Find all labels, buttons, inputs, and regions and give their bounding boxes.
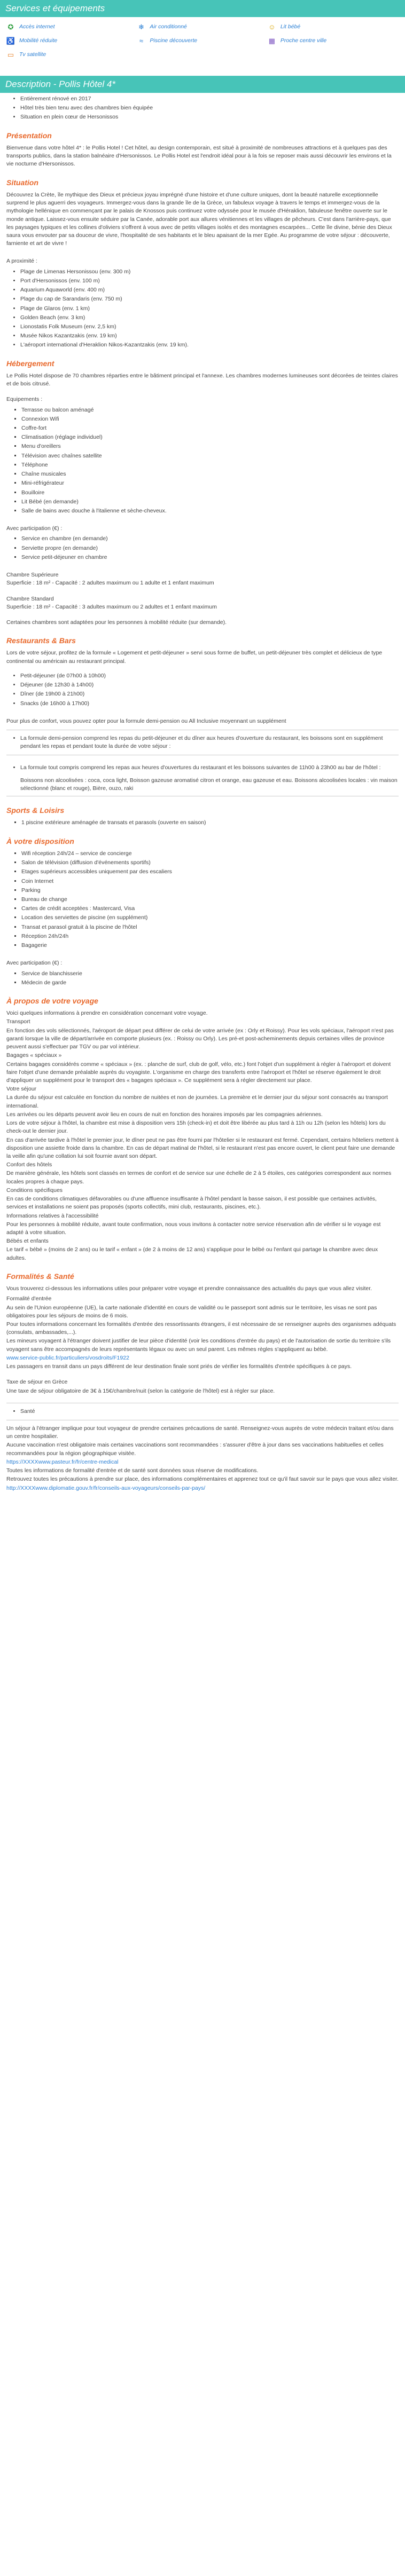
paid-list (6, 970, 399, 987)
formalites-line: Pour toutes informations concernant les formalités d'entrée des ressortissants étrangers, il est nécessaire de se renseigner auprès des organismes adéquats (consulats, ambassades,...). (6, 1321, 396, 1336)
list-item: ▪ Réception 24h/24h (21, 933, 399, 941)
services-title: Services et équipements (0, 0, 405, 17)
formalites-line: Les mineurs voyagent à l'étranger doivent justifier de leur pièce d'identité (voir les conditions d'entrée du pays) et de l'autorisation de sortie du territoire s'ils voyagent sans être accompagnés de leurs représentants légaux ou avec un seul parent. Les mêmes règles s'appliquent au bébé. (6, 1338, 391, 1353)
list-item: • Port d'Hersonissos (env. 100 m) (20, 277, 399, 285)
hebergement-title: Hébergement (6, 359, 54, 368)
list-item: • Lionostatis Folk Museum (env. 2,5 km) (20, 323, 399, 331)
list-item: • Plage de Glaros (env. 1 km) (20, 305, 399, 313)
propos-line: Bagages « spéciaux » (6, 1052, 62, 1059)
sports-list (6, 819, 399, 827)
list-item: • Plage de Limenas Hersonissou (env. 300 m) (20, 268, 399, 276)
tv-icon: ▭ (7, 50, 14, 59)
restaurant-hours (6, 672, 399, 708)
situation-title: Situation (6, 178, 38, 187)
list-item: • Aquarium Aquaworld (env. 400 m) (20, 286, 399, 294)
list-item: ▪ Service en chambre (en demande) (21, 535, 399, 543)
propos-body (6, 1009, 399, 1262)
list-item: ▪ Service petit-déjeuner en chambre (21, 554, 399, 562)
service-item: ≈ Piscine découverte (137, 34, 267, 48)
snowflake-icon: ❄ (138, 22, 144, 31)
comfort-text: Pour plus de confort, vous pouvez opter pour la formule demi-pension ou All Inclusive moyennant un supplément (6, 717, 286, 724)
service-title: À votre disposition (6, 836, 74, 846)
service-list (6, 850, 399, 950)
baby-bed-icon: ☺ (268, 22, 276, 31)
service-item: ▦ Proche centre ville (268, 36, 327, 45)
services-list (0, 17, 405, 64)
list-item: • Plage du cap de Sarandaris (env. 750 m) (20, 295, 399, 303)
pasteur-link[interactable]: https://XXXXwww.pasteur.fr/fr/centre-medical (6, 1458, 119, 1465)
list-item: ▪ Etages supérieurs accessibles uniquement par des escaliers (21, 868, 399, 876)
propos-line: Bébés et enfants (6, 1238, 49, 1245)
list-item: • Déjeuner (de 12h30 à 14h00) (20, 681, 399, 689)
presentation-title: Présentation (6, 131, 52, 140)
hebergement-intro: Le Pollis Hotel dispose de 70 chambres réparties entre le bâtiment principal et l'annexe. Les chambres modernes lumineuses sont décorées de teintes claires et de bois citrusé. (6, 372, 398, 388)
health-body (6, 1425, 399, 1492)
propos-line: Conditions spécifiques (6, 1187, 63, 1194)
propos-line: De manière générale, les hôtels sont classés en termes de confort et de service sur une échelle de 2 à 5 étoiles, ces catégories correspondent aux normes locales propres à chaque pays. (6, 1170, 392, 1185)
diplomatie-link[interactable]: http://XXXXwww.diplomatie.gouv.fr/fr/conseils-aux-voyageurs/conseils-par-pays/ (6, 1484, 206, 1491)
list-item: ▪ Serviette propre (en demande) (21, 544, 399, 552)
service-item: ▭ Tv satellite (7, 50, 46, 59)
proximity-label: A proximité : (6, 258, 37, 265)
list-item: ▪ Salle de bains avec douche à l'italienne et sèche-cheveux. (21, 507, 399, 515)
formalites-title: Formalités & Santé (6, 1271, 74, 1281)
list-item: • La formule tout compris comprend les repas aux heures d'ouvertures du restaurant et les boissons suivantes de 11h00 à 23h00 au bar de l'hôtel : (20, 764, 399, 772)
proximity-list (6, 268, 399, 350)
service-item: ❄ Air conditionné (137, 20, 267, 34)
health-line: Toutes les informations de formalité d'entrée et de santé sont données sous réserve de modifications. (6, 1467, 259, 1474)
formalites-line: Taxe de séjour en Grèce (6, 1379, 68, 1386)
restaurants-title: Restaurants & Bars (6, 636, 76, 645)
room-superior-name: Chambre Supérieure (6, 572, 59, 579)
list-item: ▪ Cartes de crédit acceptées : Mastercard, Visa (21, 905, 399, 913)
list-item: ▪ Lit Bébé (en demande) (21, 498, 399, 506)
propos-line: Voici quelques informations à prendre en considération concernant votre voyage. (6, 1010, 208, 1017)
list-item: • Musée Nikos Kazantzakis (env. 19 km) (20, 332, 399, 340)
propos-line: Le tarif « bébé » (moins de 2 ans) ou le tarif « enfant » (de 2 à moins de 12 ans) s'applique pour le bébé ou l'enfant qui partage la chambre avec deux adultes. (6, 1246, 378, 1261)
wheelchair-icon: ♿ (6, 36, 15, 45)
propos-line: Informations relatives à l'accessibilité (6, 1212, 99, 1219)
paid-label: Avec participation (€) : (6, 960, 63, 967)
drinks-text: Boissons non alcoolisées : coca, coca light, Boisson gazeuse aromatisé citron et orange, eau gazeuse et eau. Boissons alcoolisées locales : vin maison sélectionné (blanc et rouge), Bière, ouzo, raki (20, 777, 398, 792)
list-item: ▪ Menu d'oreillers (21, 442, 399, 451)
list-item: • Entièrement rénové en 2017 (20, 95, 399, 103)
list-item: ▪ Location des serviettes de piscine (en supplément) (21, 914, 399, 922)
propos-line: Votre séjour (6, 1086, 37, 1093)
list-item: ▪ Coin Internet (21, 878, 399, 886)
list-item: • Dîner (de 19h00 à 21h00) (20, 690, 399, 698)
list-item: • Snacks (de 16h00 à 17h00) (20, 700, 399, 708)
formalites-body (6, 1285, 399, 1395)
list-item: ▪ Coffre-fort (21, 424, 399, 432)
list-item: ▪ Service de blanchisserie (21, 970, 399, 978)
formalites-line: Formalité d'entrée (6, 1295, 52, 1302)
description-title: Description - Pollis Hôtel 4* (0, 76, 405, 93)
options-list (6, 535, 399, 562)
rooms-note: Certaines chambres sont adaptées pour les personnes à mobilité réduite (sur demande). (6, 619, 227, 626)
list-item: ▪ Mini-réfrigérateur (21, 479, 399, 487)
equipment-label: Equipements : (6, 396, 43, 403)
description-bullets (6, 95, 399, 122)
list-item: • La formule demi-pension comprend les repas du petit-déjeuner et du dîner aux heures d'ouverture du restaurant, les boissons sont en supplément pendant les repas et pendant toute la durée de votre séjour : (20, 734, 399, 750)
options-label: Avec participation (€) : (6, 525, 63, 532)
propos-line: En cas de conditions climatiques défavorables ou d'une affluence insuffisante à l'hôtel pendant la basse saison, il est possible que certaines activités, services et installations ne soient pas proposés (sports collectifs, mini club, restaurants, piscines, etc.). (6, 1196, 377, 1211)
propos-line: La durée du séjour est calculée en fonction du nombre de nuitées et non de journées. La première et le dernier jour du séjour sont consacrés au transport international. (6, 1094, 388, 1109)
sports-title: Sports & Loisirs (6, 806, 65, 815)
propos-line: Pour les personnes à mobilité réduite, avant toute confirmation, nous vous invitons à contacter notre service réservation afin de vérifier si le voyage est adapté à votre situation. (6, 1221, 381, 1236)
health-line: Retrouvez toutes les précautions à prendre sur place, des informations complémentaires et apprenez tout ce qu'il faut savoir sur le pays que vous allez visiter. (6, 1476, 399, 1483)
service-item: ♿ Mobilité réduite (6, 36, 58, 45)
room-standard-desc: Superficie : 18 m² - Capacité : 3 adultes maximum ou 2 adultes et 1 enfant maximum (6, 603, 217, 610)
presentation-text: Bienvenue dans votre hôtel 4* : le Pollis Hotel ! Cet hôtel, au design contemporain, est situé à proximité de nombreuses attractions et à quelques pas des transports publics, dans la station balnéaire d'Hersonissos. Le Pollis Hotel est l'endroit idéal pour à la fois se reposer mais aussi découvrir les environs et la vie nocturne d'Hersonissos. (6, 144, 392, 168)
list-item: ▪ Téléphone (21, 461, 399, 469)
propos-line: Certains bagages considérés comme « spéciaux » (ex. : planche de surf, club de golf, vélo, etc.) font l'objet d'un supplément à régler à l'aéroport et doivent faire l'objet d'une demande préalable auprès du voyagiste. L'organisme en charge des transferts entre l'aéroport et l'hôtel se réserve également le droit d'appliquer un supplément pour le transport des « bagages spéciaux ». Ce supplément sera à régler directement sur place. (6, 1061, 391, 1084)
list-item: • Situation en plein cœur de Hersonissos (20, 113, 399, 121)
list-item: ▪ 1 piscine extérieure aménagée de transats et parasols (ouverte en saison) (21, 819, 399, 827)
list-item: • Hôtel très bien tenu avec des chambres bien équipée (20, 104, 399, 112)
list-item: ▪ Bagagerie (21, 942, 399, 950)
room-standard-name: Chambre Standard (6, 595, 54, 602)
list-item: ▪ Bureau de change (21, 896, 399, 904)
formalites-line: Une taxe de séjour obligatoire de 3€ à 15€/chambre/nuit (selon la catégorie de l'hôtel) est à régler sur place. (6, 1387, 275, 1394)
list-item: ▪ Climatisation (réglage individuel) (21, 433, 399, 441)
health-line: Un séjour à l'étranger implique pour tout voyageur de prendre certaines précautions de santé. Renseignez-vous auprès de votre médecin traitant et/ou dans un centre hospitalier. (6, 1425, 394, 1440)
list-item: • Golden Beach (env. 3 km) (20, 314, 399, 322)
service-public-link[interactable]: www.service-public.fr/particuliers/vosdroits/F1922 (6, 1354, 129, 1361)
health-line: Aucune vaccination n'est obligatoire mais certaines vaccinations sont recommandées : s'assurer d'être à jour dans ses vaccinations habituelles et celles recommandées pour la région géographique visitée. (6, 1442, 384, 1457)
list-item: ▪ Transat et parasol gratuit à la piscine de l'hôtel (21, 923, 399, 931)
pool-icon: ≈ (139, 36, 143, 45)
allinclusive-box (6, 760, 399, 796)
propos-title: À propos de votre voyage (6, 996, 98, 1005)
list-item: ▪ Terrasse ou balcon aménagé (21, 406, 399, 414)
propos-line: En fonction des vols sélectionnés, l'aéroport de départ peut différer de celui de votre arrivée (ex : Orly et Roissy). Pour les vols spéciaux, l'aéroport n'est pas garanti lorsque la ville de départ/arrivée en comporte plusieurs (ex. : Roissy ou Orly). Les pré-et post-acheminements depuis certaines villes de province peuvent aussi s'effectuer par TGV ou par vol intérieur. (6, 1027, 394, 1050)
list-item: ▪ Connexion Wifi (21, 415, 399, 423)
formalites-line: Au sein de l'Union européenne (UE), la carte nationale d'identité en cours de validité ou le passeport sont admis sur le territoire, les visas ne sont pas obligatoires pour les séjours de moins de 6 mois. (6, 1304, 377, 1319)
list-item: ▪ Salon de télévision (diffusion d'événements sportifs) (21, 859, 399, 867)
propos-line: Confort des hôtels (6, 1161, 52, 1168)
restaurants-intro: Lors de votre séjour, profitez de la formule « Logement et petit-déjeuner » servi sous forme de buffet, un petit-déjeuner très complet et délicieux de type continental ou américain au restaurant principal. (6, 650, 383, 665)
wifi-icon: ✪ (7, 22, 14, 31)
list-item: ▪ Parking (21, 887, 399, 895)
propos-line: En cas d'arrivée tardive à l'hôtel le premier jour, le dîner peut ne pas être fourni par l'hôtelier si le restaurant est fermé. Cependant, certains hôteliers mettent à disposition une assiette froide dans la chambre. En cas de départ matinal de l'hôtel, si le restaurant n'est pas encore ouvert, le client peut faire une demande la veille afin qu'une collation lui soit fournie avant son départ. (6, 1136, 399, 1159)
service-item: ☺ Lit bébé (268, 22, 301, 31)
list-item: ▪ Bouilloire (21, 489, 399, 497)
equipment-list (6, 406, 399, 516)
list-item: • Petit-déjeuner (de 07h00 à 10h00) (20, 672, 399, 680)
service-item: ✪ Accès internet (6, 20, 137, 34)
list-item: ▪ Chaîne musicales (21, 470, 399, 478)
list-item: ▪ Télévision avec chaînes satellite (21, 452, 399, 460)
list-item: ▪ Wifi réception 24h/24 – service de concierge (21, 850, 399, 858)
propos-line: Les arrivées ou les départs peuvent avoir lieu en cours de nuit en fonction des horaires imposés par les compagnies aériennes. (6, 1111, 323, 1118)
halfboard-box (6, 730, 399, 755)
propos-line: Transport (6, 1018, 30, 1025)
health-label: • Santé (20, 1408, 399, 1416)
formalites-line: Vous trouverez ci-dessous les informations utiles pour préparer votre voyage et prendre connaissance des actualités du pays que vous allez visiter. (6, 1285, 372, 1292)
situation-text: Découvrez la Crète, île mythique des Dieux et précieux joyau imprégné d'une histoire et d'une culture uniques, dont la beauté naturelle exceptionnelle surprend le plus aguerri des voyageurs. Immergez-vous dans la grande île de la Grèce, un fabuleux voyage à travers le temps et immergez-vous de la mythologie hellénique en commençant par le palais de Knossos puis continuez votre odyssée pour le musée d'Héraklion, fabuleuse fenêtre ouverte sur le monde antique. Laissez-vous ensuite séduire par la Canée, adorable port aux allures vénitiennes et les villages de pêcheurs. C'est dans l'arrière-pays, que les paysages typiques et les collines d'oliviers s'offrent à vous avec de petits villages isolés et des montagnes escarpées... Cette île divine, bénie des Dieux saura vous envouter par sa douceur de vivre, l'hospitalité de ses habitants et le bleu apaisant de la mer Egée. Au programme de votre séjour : découverte, farniente et art de vivre ! (6, 191, 392, 247)
propos-line: Lors de votre séjour à l'hôtel, la chambre est mise à disposition vers 15h (check-in) et doit être libérée au plus tard à 11h ou 12h (selon les hôtels) lors du check-out le dernier jour. (6, 1120, 386, 1135)
list-item: ▪ Médecin de garde (21, 979, 399, 987)
formalites-line: Les passagers en transit dans un pays différent de leur destination finale sont priés de vérifier les formalités d'entrée spécifiques à ce pays. (6, 1363, 352, 1370)
list-item: • L'aéroport international d'Heraklion Nikos-Kazantzakis (env. 19 km). (20, 341, 399, 349)
room-superior-desc: Superficie : 18 m² - Capacité : 2 adultes maximum ou 1 adulte et 1 enfant maximum (6, 580, 214, 587)
city-icon: ▦ (268, 36, 275, 45)
health-box (6, 1403, 399, 1420)
